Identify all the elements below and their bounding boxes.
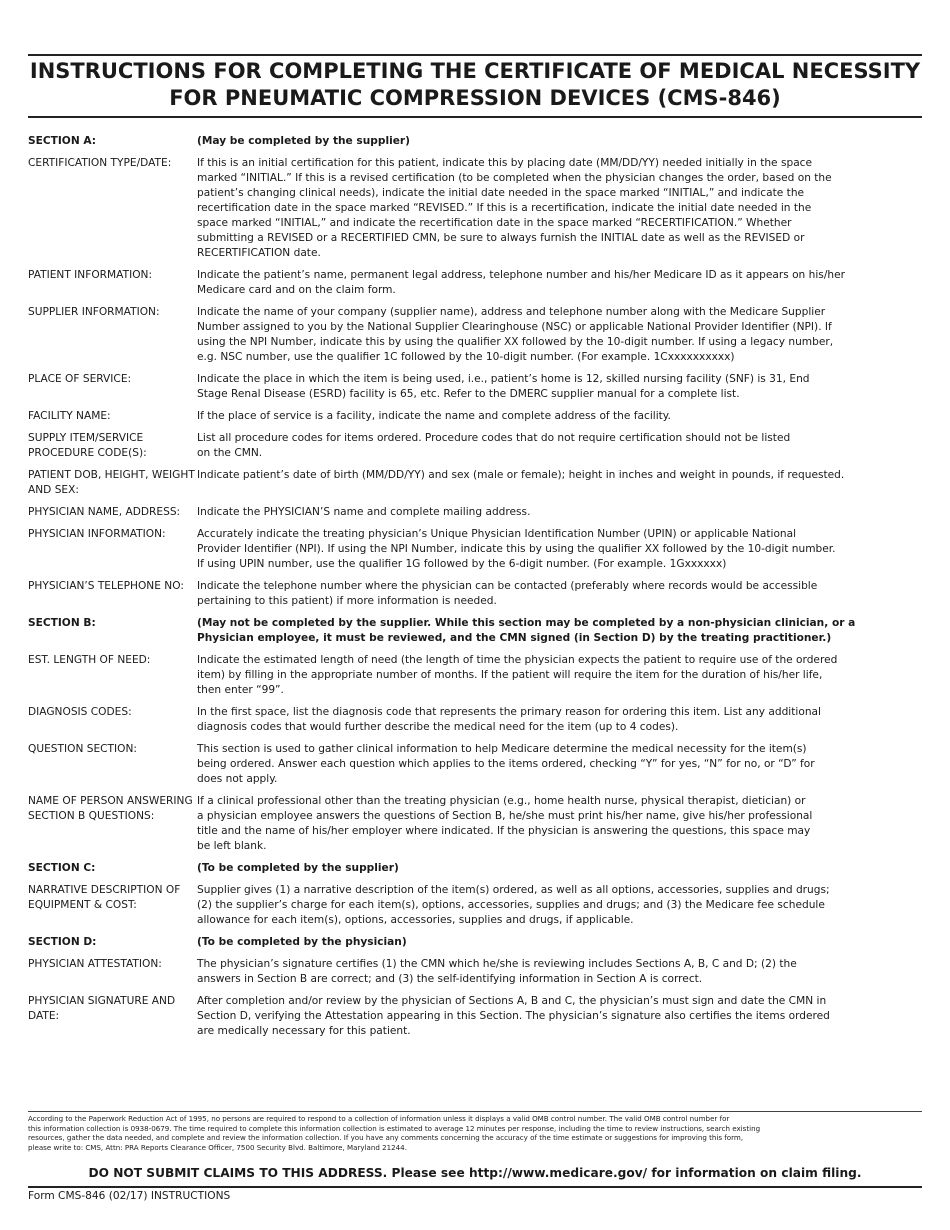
field-label: PATIENT INFORMATION: (28, 269, 153, 281)
instruction-row (28, 372, 922, 402)
instruction-sections (28, 130, 922, 1046)
section-header-row (28, 616, 922, 646)
field-instruction: After completion and/or review by the physician of Sections A, B and C, the physician’s must sign and date the CMN in Section D, verifying the Attestation appearing in this Section. The physician’s signature also certifies the items ordered are medically necessary for this patient. (197, 995, 830, 1037)
field-label: PHYSICIAN ATTESTATION: (28, 958, 162, 970)
field-label: PHYSICIAN’S TELEPHONE NO: (28, 580, 184, 592)
field-label: NARRATIVE DESCRIPTION OF EQUIPMENT & COST: (28, 884, 181, 911)
instruction-row (28, 742, 922, 787)
instruction-row (28, 705, 922, 735)
instruction-row (28, 527, 922, 572)
instruction-row (28, 794, 922, 854)
section-heading: SECTION D: (28, 936, 97, 948)
title-line-2: FOR PNEUMATIC COMPRESSION DEVICES (CMS-846) (169, 86, 781, 110)
field-instruction: The physician’s signature certifies (1) the CMN which he/she is reviewing includes Sections A, B, C and D; (2) the answers in Section B are correct; and (3) the self-identifying information in Section A is correct. (197, 958, 797, 985)
instruction-row (28, 305, 922, 365)
field-instruction: Supplier gives (1) a narrative description of the item(s) ordered, as well as all options, accessories, supplies and drugs; (2) the supplier’s charge for each item(s), options, accessories, supplies and drugs; and (3) the Medicare fee schedule allowance for each item(s), options, accessories, supplies and drugs, if applicable. (197, 884, 830, 926)
claims-notice: DO NOT SUBMIT CLAIMS TO THIS ADDRESS. Please see http://www.medicare.gov/ for information on claim filing. (88, 1166, 862, 1180)
section-heading: SECTION A: (28, 135, 97, 147)
instruction-row (28, 268, 922, 298)
section-note: (To be completed by the supplier) (197, 862, 399, 874)
field-label: FACILITY NAME: (28, 410, 111, 422)
field-instruction: If a clinical professional other than the treating physician (e.g., home health nurse, physical therapist, dietician) or a physician employee answers the questions of Section B, he/she must print his/her name, give his/her professional title and the name of his/her employer where indicated. If the physician is answering the questions, this space may be left blank. (197, 795, 813, 852)
field-label: PATIENT DOB, HEIGHT, WEIGHT AND SEX: (28, 469, 195, 496)
field-instruction: This section is used to gather clinical information to help Medicare determine the medical necessity for the item(s) being ordered. Answer each question which applies to the items ordered, checking “Y” for yes, “N” for no, or “D” for does not apply. (197, 743, 815, 785)
field-label: DIAGNOSIS CODES: (28, 706, 132, 718)
section-heading: SECTION B: (28, 617, 96, 629)
title-rule (28, 116, 922, 118)
section-header-row (28, 935, 922, 950)
instruction-row (28, 156, 922, 261)
field-instruction: List all procedure codes for items ordered. Procedure codes that do not require certification should not be listed on the CMN. (197, 432, 791, 459)
instruction-row (28, 409, 922, 424)
field-instruction: In the first space, list the diagnosis code that represents the primary reason for ordering this item. List any additional diagnosis codes that would further describe the medical need for the item (up to 4 codes). (197, 706, 821, 733)
section-note: (May be completed by the supplier) (197, 135, 410, 147)
field-instruction: If this is an initial certification for this patient, indicate this by placing date (MM/DD/YY) needed initially in the space marked “INITIAL.” If this is a revised certification (to be completed when the physician changes the order, based on the patient’s changing clinical needs), indicate the initial date needed in the space marked “INITIAL,” and indicate the recertification date in the space marked “REVISED.” If this is a recertification, indicate the initial date needed in the space marked “INITIAL,” and indicate the recertification date in the space marked “RECERTIFICATION.” Whether submitting a REVISED or a RECERTIFIED CMN, be sure to always furnish the INITIAL date as well as the REVISED or RECERTIFICATION date. (197, 157, 832, 259)
field-instruction: Indicate the patient’s name, permanent legal address, telephone number and his/her Medicare ID as it appears on his/her Medicare card and on the claim form. (197, 269, 845, 296)
page-title (28, 58, 922, 112)
field-label: PLACE OF SERVICE: (28, 373, 132, 385)
title-line-1: INSTRUCTIONS FOR COMPLETING THE CERTIFICATE OF MEDICAL NECESSITY (29, 59, 921, 83)
instruction-row (28, 579, 922, 609)
field-instruction: Indicate patient’s date of birth (MM/DD/YY) and sex (male or female); height in inches and weight in pounds, if requested. (197, 469, 845, 481)
instruction-row (28, 653, 922, 698)
field-label: CERTIFICATION TYPE/DATE: (28, 157, 172, 169)
section-header-row (28, 861, 922, 876)
field-instruction: Indicate the place in which the item is being used, i.e., patient’s home is 12, skilled nursing facility (SNF) is 31, End Stage Renal Disease (ESRD) facility is 65, etc. Refer to the DMERC supplier manual for a complete list. (197, 373, 810, 400)
field-label: PHYSICIAN SIGNATURE AND DATE: (28, 995, 176, 1022)
section-header-row (28, 134, 922, 149)
paperwork-reduction-notice: According to the Paperwork Reduction Act of 1995, no persons are required to respond to a collection of information unless it displays a valid OMB control number. The valid OMB control number for this information collection is 0938-0679. The time required to complete this information collection is estimated to average 12 minutes per response, including the time to review instructions, search existing resources, gather the data needed, and complete and review the information collection. If you have any comments concerning the accuracy of the time estimate or suggestions for improving this form, please write to: CMS, Attn: PRA Reports Clearance Officer, 7500 Security Blvd. Baltimore, Maryland 21244. (28, 1114, 761, 1152)
section-heading: SECTION C: (28, 862, 96, 874)
field-label: EST. LENGTH OF NEED: (28, 654, 151, 666)
footer-rule (28, 1111, 922, 1112)
field-label: PHYSICIAN NAME, ADDRESS: (28, 506, 181, 518)
field-instruction: Indicate the PHYSICIAN’S name and complete mailing address. (197, 506, 531, 518)
top-rule (28, 54, 922, 56)
field-instruction: Indicate the name of your company (supplier name), address and telephone number along with the Medicare Supplier Number assigned to you by the National Supplier Clearinghouse (NSC) or applicable National Provider Identifier (NPI). If using the NPI Number, indicate this by using the qualifier XX followed by the 10-digit number. If using a legacy number, e.g. NSC number, use the qualifier 1C followed by the 10-digit number. (For example. 1Cxxxxxxxxxx) (197, 306, 834, 363)
instruction-row (28, 957, 922, 987)
instruction-row (28, 468, 922, 498)
field-label: PHYSICIAN INFORMATION: (28, 528, 166, 540)
section-note: (To be completed by the physician) (197, 936, 407, 948)
instruction-row (28, 994, 922, 1039)
instruction-row (28, 883, 922, 928)
bottom-rule (28, 1186, 922, 1188)
form-id: Form CMS-846 (02/17) INSTRUCTIONS (28, 1190, 231, 1202)
field-instruction: Indicate the estimated length of need (the length of time the physician expects the patient to require use of the ordered item) by filling in the appropriate number of months. If the patient will require the item for the duration of his/her life, then enter “99”. (197, 654, 838, 696)
section-note: (May not be completed by the supplier. While this section may be completed by a non-physician clinician, or a Physician employee, it must be reviewed, and the CMN signed (in Section D) by the treating practitioner.) (197, 617, 856, 644)
field-label: SUPPLY ITEM/SERVICE PROCEDURE CODE(S): (28, 432, 147, 459)
field-label: SUPPLIER INFORMATION: (28, 306, 160, 318)
field-instruction: Indicate the telephone number where the physician can be contacted (preferably where records would be accessible pertaining to this patient) if more information is needed. (197, 580, 818, 607)
field-instruction: Accurately indicate the treating physician’s Unique Physician Identification Number (UPIN) or applicable National Provider Identifier (NPI). If using the NPI Number, indicate this by using the qualifier XX followed by the 10-digit number. If using UPIN number, use the qualifier 1G followed by the 6-digit number. (For example. 1Gxxxxxx) (197, 528, 836, 570)
instruction-row (28, 431, 922, 461)
field-label: QUESTION SECTION: (28, 743, 137, 755)
instruction-row (28, 505, 922, 520)
field-label: NAME OF PERSON ANSWERING SECTION B QUESTIONS: (28, 795, 193, 822)
field-instruction: If the place of service is a facility, indicate the name and complete address of the facility. (197, 410, 671, 422)
instructions-page (28, 0, 922, 1230)
